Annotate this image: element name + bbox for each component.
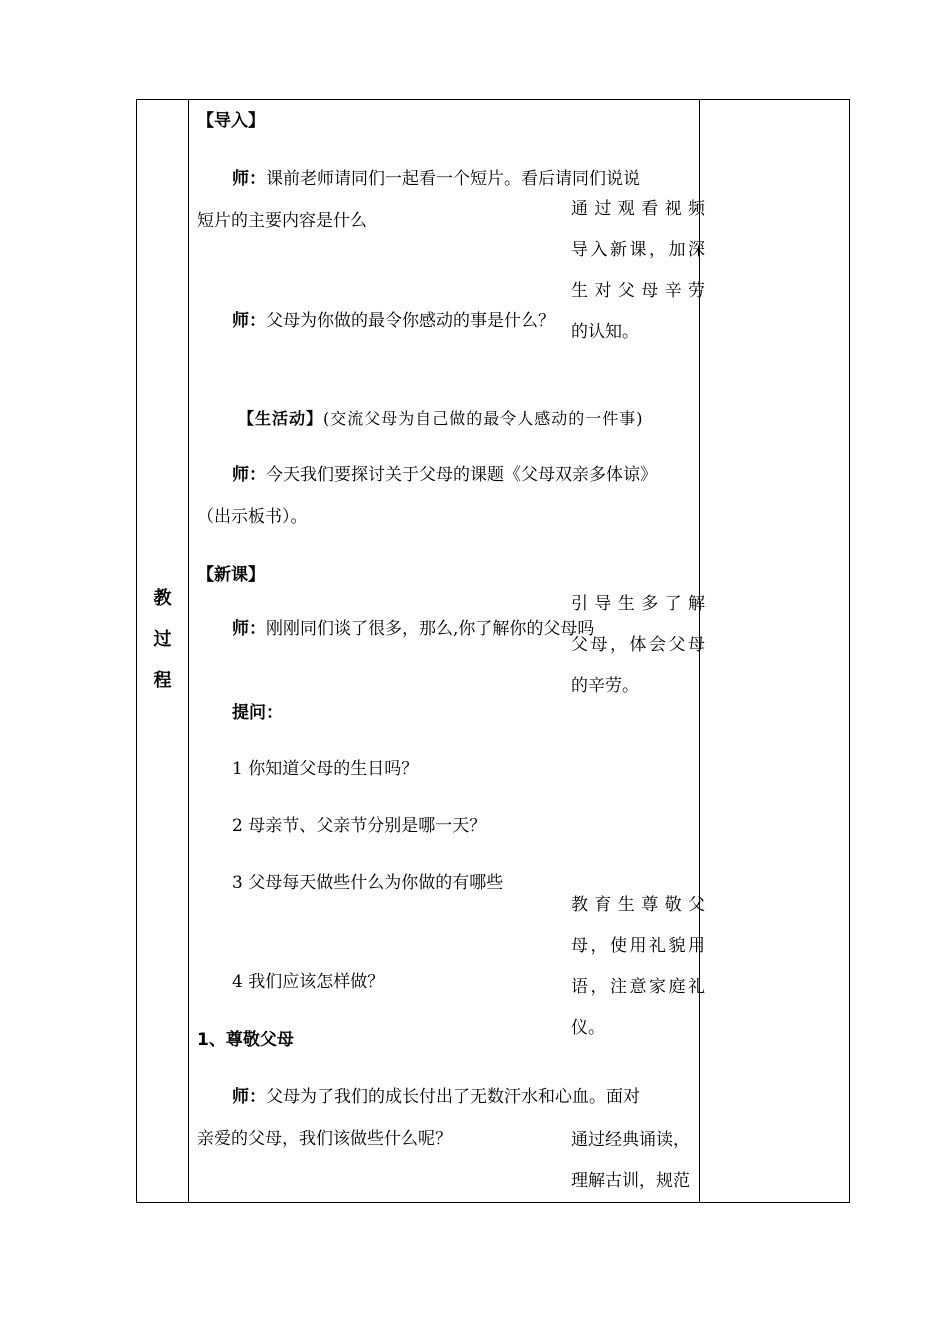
paragraph-text: 课前老师请同们一起看一个短片。看后请同们说说 xyxy=(266,169,640,189)
note-line: 通过观看视频 xyxy=(571,199,705,219)
paragraph-5-line-2: 亲爱的父母，我们该做些什么呢？ xyxy=(197,1129,452,1149)
paragraph-3-line-1 xyxy=(232,464,657,486)
note-line: 的辛劳。 xyxy=(571,676,639,696)
question-1: 1 你知道父母的生日吗？ xyxy=(232,759,419,779)
paragraph-4 xyxy=(232,618,594,640)
note-line: 父母，体会父母 xyxy=(571,635,705,655)
student-activity xyxy=(238,408,644,430)
note-line: 教育生尊敬父 xyxy=(571,895,705,915)
speaker-label: 师： xyxy=(232,465,266,485)
note-line: 理解古训，规范 xyxy=(571,1171,690,1191)
questions-heading: 提问： xyxy=(232,703,283,723)
note-line: 语，注意家庭礼 xyxy=(571,977,705,997)
paragraph-text: 今天我们要探讨关于父母的课题《父母双亲多体谅》 xyxy=(266,465,657,485)
question-2: 2 母亲节、父亲节分别是哪一天？ xyxy=(232,816,487,836)
speaker-label: 师： xyxy=(232,311,266,331)
note-line: 仪。 xyxy=(571,1018,605,1038)
stage-label xyxy=(137,578,188,701)
paragraph-text: 父母为了我们的成长付出了无数汗水和心血。面对 xyxy=(266,1087,640,1107)
paragraph-text: 刚刚同们谈了很多，那么,你了解你的父母吗 xyxy=(266,619,595,639)
activity-label: 【生活动】 xyxy=(238,409,324,428)
note-line: 通过经典诵读， xyxy=(571,1130,690,1150)
note-1 xyxy=(571,189,705,353)
note-line: 生对父母辛劳 xyxy=(571,281,705,301)
new-lesson-heading: 【新课】 xyxy=(197,565,265,585)
speaker-label: 师： xyxy=(232,169,266,189)
question-3: 3 父母每天做些什么为你做的有哪些 xyxy=(232,873,504,893)
activity-text: (交流父母为自己做的最令人感动的一件事) xyxy=(323,409,644,428)
paragraph-1-line-2: 短片的主要内容是什么 xyxy=(197,211,367,231)
paragraph-5-line-1 xyxy=(232,1086,640,1108)
stage-char-1: 教 xyxy=(153,588,172,609)
note-line: 的认知。 xyxy=(571,322,639,342)
paragraph-1-line-1 xyxy=(232,168,640,190)
intro-heading: 【导入】 xyxy=(197,111,265,131)
paragraph-3-line-2: （出示板书）。 xyxy=(197,507,308,527)
stage-char-3: 程 xyxy=(153,670,172,691)
note-line: 导入新课，加深 xyxy=(571,240,705,260)
note-4 xyxy=(571,1120,705,1202)
speaker-label: 师： xyxy=(232,1087,266,1107)
column-divider-left xyxy=(188,100,189,1202)
speaker-label: 师： xyxy=(232,619,266,639)
question-4: 4 我们应该怎样做？ xyxy=(232,972,385,992)
note-line: 母，使用礼貌用 xyxy=(571,936,705,956)
paragraph-2 xyxy=(232,310,555,332)
stage-char-2: 过 xyxy=(153,629,172,650)
section-1-heading: 1、尊敬父母 xyxy=(197,1030,294,1050)
paragraph-text: 父母为你做的最令你感动的事是什么？ xyxy=(266,311,555,331)
note-3 xyxy=(571,885,705,1049)
note-line: 引导生多了解 xyxy=(571,594,705,614)
note-2 xyxy=(571,584,705,707)
